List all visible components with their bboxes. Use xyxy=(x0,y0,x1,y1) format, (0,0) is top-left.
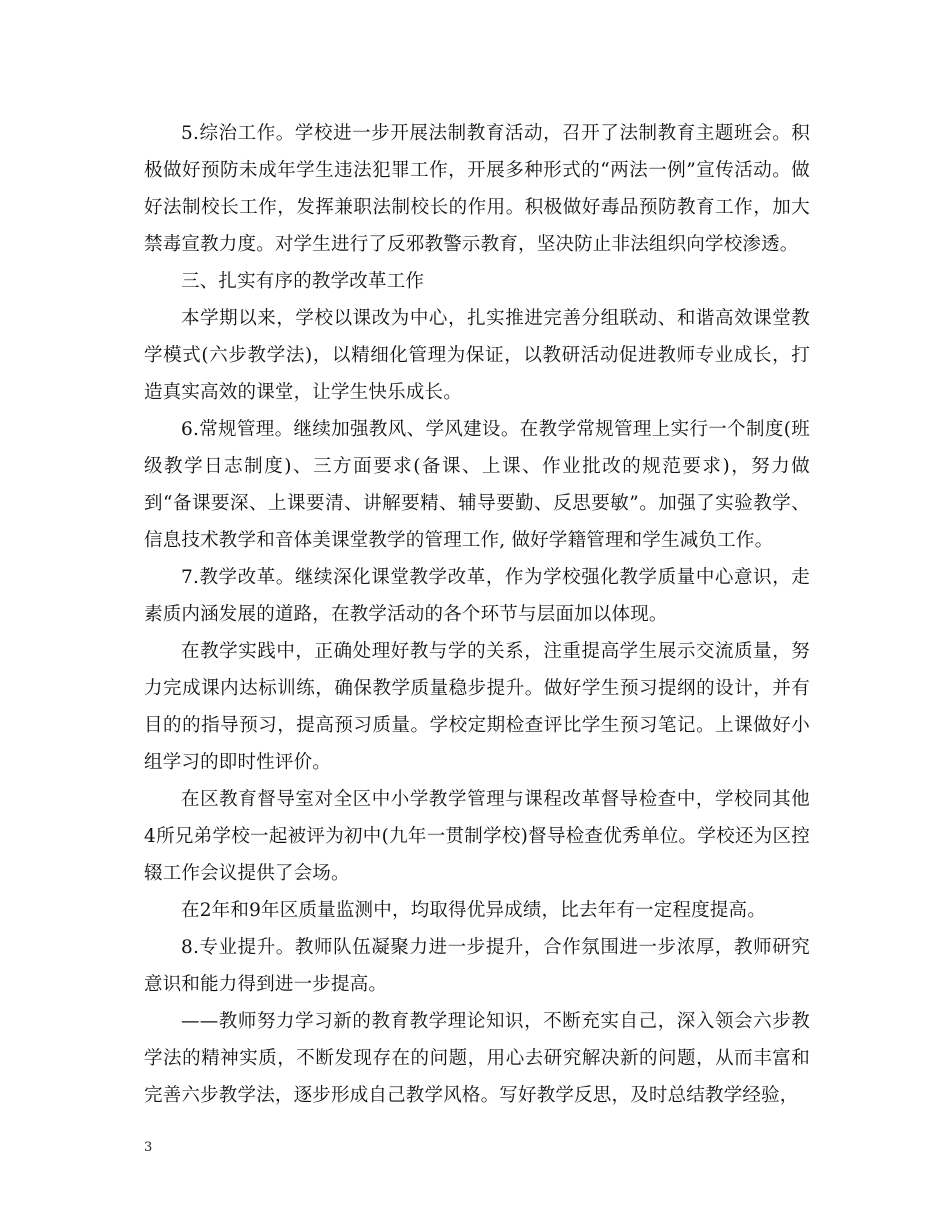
paragraph-teaching-practice: 在教学实践中，正确处理好教与学的关系，注重提高学生展示交流质量，努力完成课内达标训练，确保教学质量稳步提升。做好学生预习提纲的设计，并有目的的指导预习，提高预习质量。学校定期检查评比学生预习笔记。上课做好小组学习的即时性评价。 xyxy=(144,641,810,773)
paragraph-teacher-learning: ——教师努力学习新的教育教学理论知识，不断充实自己，深入领会六步教学法的精神实质，不断发现存在的问题，用心去研究解决新的问题，从而丰富和完善六步教学法，逐步形成自己教学风格。写好教学反思，及时总结教学经验， xyxy=(144,1011,810,1106)
section-heading-teaching-reform: 三、扎实有序的教学改革工作 xyxy=(181,271,425,292)
paragraph-teaching-reform: 7.教学改革。继续深化课堂教学改革，作为学校强化教学质量中心意识，走素质内涵发展的道路，在教学活动的各个环节与层面加以体现。 xyxy=(144,567,810,625)
paragraph-supervision-inspection: 在区教育督导室对全区中小学教学管理与课程改革督导检查中，学校同其他4所兄弟学校一起被评为初中(九年一贯制学校)督导检查优秀单位。学校还为区控辍工作会议提供了会场。 xyxy=(144,789,810,884)
paragraph-quality-monitoring: 在2年和9年区质量监测中，均取得优异成绩，比去年有一定程度提高。 xyxy=(181,900,766,921)
paragraph-comprehensive-governance: 5.综治工作。学校进一步开展法制教育活动，召开了法制教育主题班会。积极做好预防未成年学生违法犯罪工作，开展多种形式的“两法一例”宣传活动。做好法制校长工作，发挥兼职法制校长的作用。积极做好毒品预防教育工作，加大禁毒宣教力度。对学生进行了反邪教警示教育，坚决防止非法组织向学校渗透。 xyxy=(144,123,810,255)
page-number: 3 xyxy=(144,1140,153,1155)
document-body xyxy=(144,115,810,1114)
paragraph-semester-overview: 本学期以来，学校以课改为中心，扎实推进完善分组联动、和谐高效课堂教学模式(六步教学法)，以精细化管理为保证，以教研活动促进教师专业成长，打造真实高效的课堂，让学生快乐成长。 xyxy=(144,308,810,403)
paragraph-routine-management: 6.常规管理。继续加强教风、学风建设。在教学常规管理上实行一个制度(班级教学日志制度)、三方面要求(备课、上课、作业批改的规范要求)，努力做到“备课要深、上课要清、讲解要精、辅导要勤、反思要敏”。加强了实验教学、信息技术教学和音体美课堂教学的管理工作, 做好学籍管理和学生减负工作。 xyxy=(144,419,810,551)
paragraph-professional-improvement: 8.专业提升。教师队伍凝聚力进一步提升，合作氛围进一步浓厚，教师研究意识和能力得到进一步提高。 xyxy=(144,937,810,995)
